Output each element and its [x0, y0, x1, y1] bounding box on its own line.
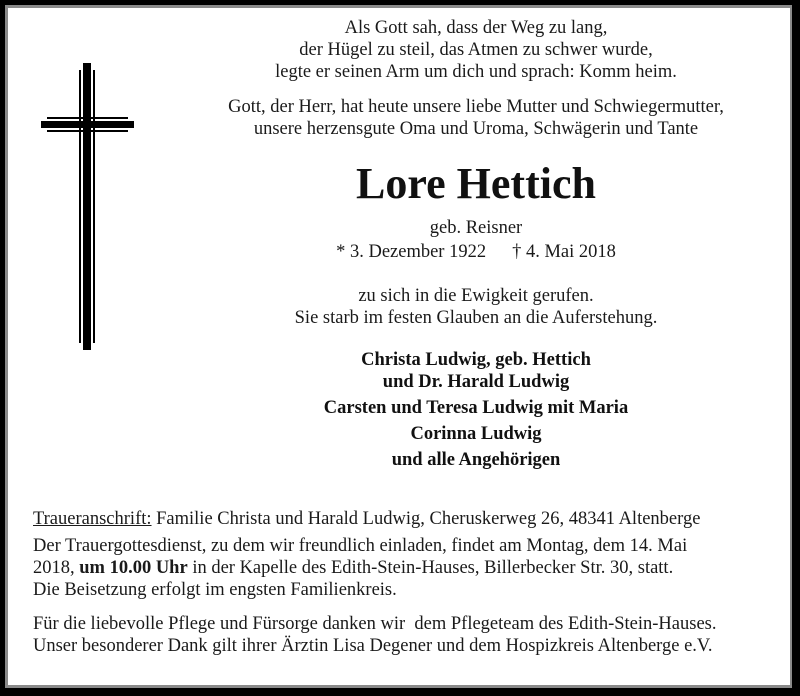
intro — [188, 96, 764, 140]
mourners — [188, 349, 764, 471]
service-year: 2018, — [33, 558, 80, 578]
death-date: † 4. Mai 2018 — [512, 242, 616, 262]
cross-vertical-bar — [83, 63, 91, 350]
verse-line: Als Gott sah, dass der Weg zu lang, — [344, 18, 608, 38]
thanks — [33, 613, 793, 657]
mourner-line: und Dr. Harald Ludwig — [382, 372, 570, 392]
address-label: Traueranschrift: — [33, 509, 152, 529]
service-time: um 10.00 Uhr — [79, 558, 188, 578]
called-line: zu sich in die Ewigkeit gerufen. — [358, 286, 594, 306]
service-line — [33, 557, 793, 579]
mourning-address — [33, 508, 793, 530]
service-line: Der Trauergottesdienst, zu dem wir freundlich einladen, findet am Montag, dem 14. Mai — [33, 536, 688, 556]
deceased-name: Lore Hettich — [356, 159, 596, 208]
maiden-name: geb. Reisner — [429, 218, 523, 238]
cross-icon — [8, 8, 168, 368]
cross-horizontal-bar — [41, 121, 134, 128]
birth-date: * 3. Dezember 1922 — [336, 242, 487, 262]
death-notice — [8, 8, 790, 685]
verse — [188, 17, 764, 83]
mourner-line: Corinna Ludwig — [410, 424, 542, 444]
service-location: in der Kapelle des Edith-Stein-Hauses, Billerbecker Str. 30, statt. — [187, 558, 674, 578]
intro-line: unsere herzensgute Oma und Uroma, Schwägerin und Tante — [253, 119, 699, 139]
cross-thin-left — [79, 70, 81, 343]
service-line: Die Beisetzung erfolgt im engsten Familienkreis. — [33, 580, 397, 600]
service-info — [33, 535, 793, 601]
mourner-line: Carsten und Teresa Ludwig mit Maria — [323, 398, 629, 418]
thanks-line: Für die liebevolle Pflege und Fürsorge danken wir dem Pflegeteam des Edith-Stein-Hauses. — [33, 614, 717, 634]
mourner-line: Christa Ludwig, geb. Hettich — [361, 350, 591, 370]
verse-line: legte er seinen Arm um dich und sprach: Komm heim. — [275, 62, 677, 82]
verse-line: der Hügel zu steil, das Atmen zu schwer wurde, — [299, 40, 653, 60]
called-home — [188, 285, 764, 329]
address-text: Familie Christa und Harald Ludwig, Cheruskerweg 26, 48341 Altenberge — [151, 509, 701, 529]
cross-thin-right — [93, 70, 95, 343]
intro-line: Gott, der Herr, hat heute unsere liebe Mutter und Schwiegermutter, — [228, 97, 724, 117]
life-dates — [188, 240, 764, 264]
mourner-line: und alle Angehörigen — [391, 450, 561, 470]
thanks-line: Unser besonderer Dank gilt ihrer Ärztin Lisa Degener und dem Hospizkreis Altenberge e.V. — [33, 636, 713, 656]
called-line: Sie starb im festen Glauben an die Auferstehung. — [294, 308, 658, 328]
